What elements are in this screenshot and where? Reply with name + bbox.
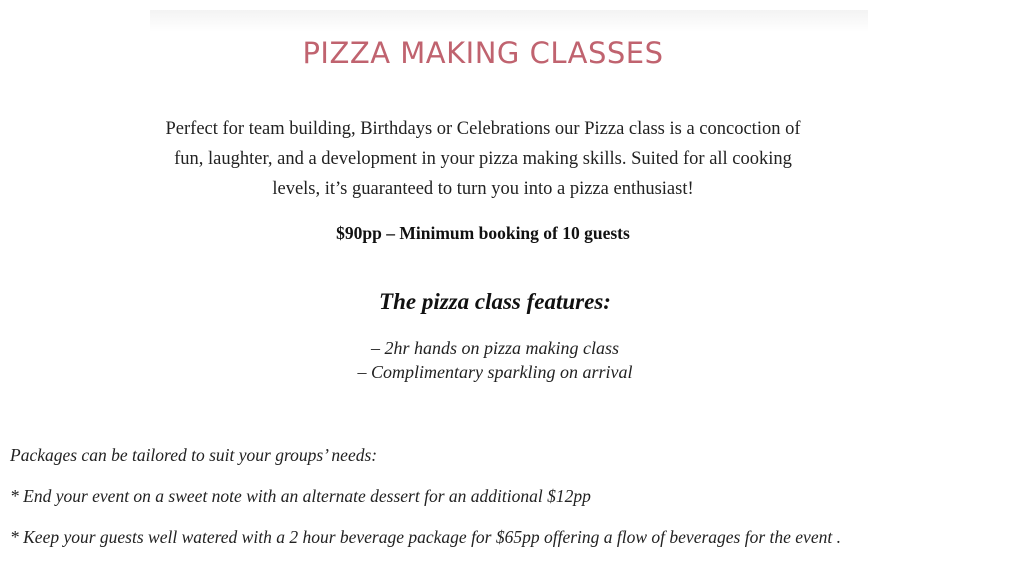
intro-paragraph: Perfect for team building, Birthdays or Celebrations our Pizza class is a concoction of fun, laughter, and a development in your pizza making skills. Suited for all cooking levels, it’s guaranteed to turn you into a pizza enthusiast! <box>165 119 801 199</box>
page-title: PIZZA MAKING CLASSES <box>302 36 664 70</box>
package-item-beverage: * Keep your guests well watered with a 2 hour beverage package for $65pp offering a flow of beverages for the event . <box>10 527 841 547</box>
feature-item: – Complimentary sparkling on arrival <box>357 362 633 382</box>
package-item-dessert: * End your event on a sweet note with an alternate dessert for an additional $12pp <box>10 486 591 506</box>
packages-intro: Packages can be tailored to suit your groups’ needs: <box>10 445 378 465</box>
price-line: $90pp – Minimum booking of 10 guests <box>336 223 630 243</box>
features-heading: The pizza class features: <box>379 289 611 314</box>
feature-item: – 2hr hands on pizza making class <box>370 338 619 358</box>
packages-section <box>10 443 841 566</box>
features-list <box>0 336 990 384</box>
header-shadow-divider <box>150 10 868 32</box>
